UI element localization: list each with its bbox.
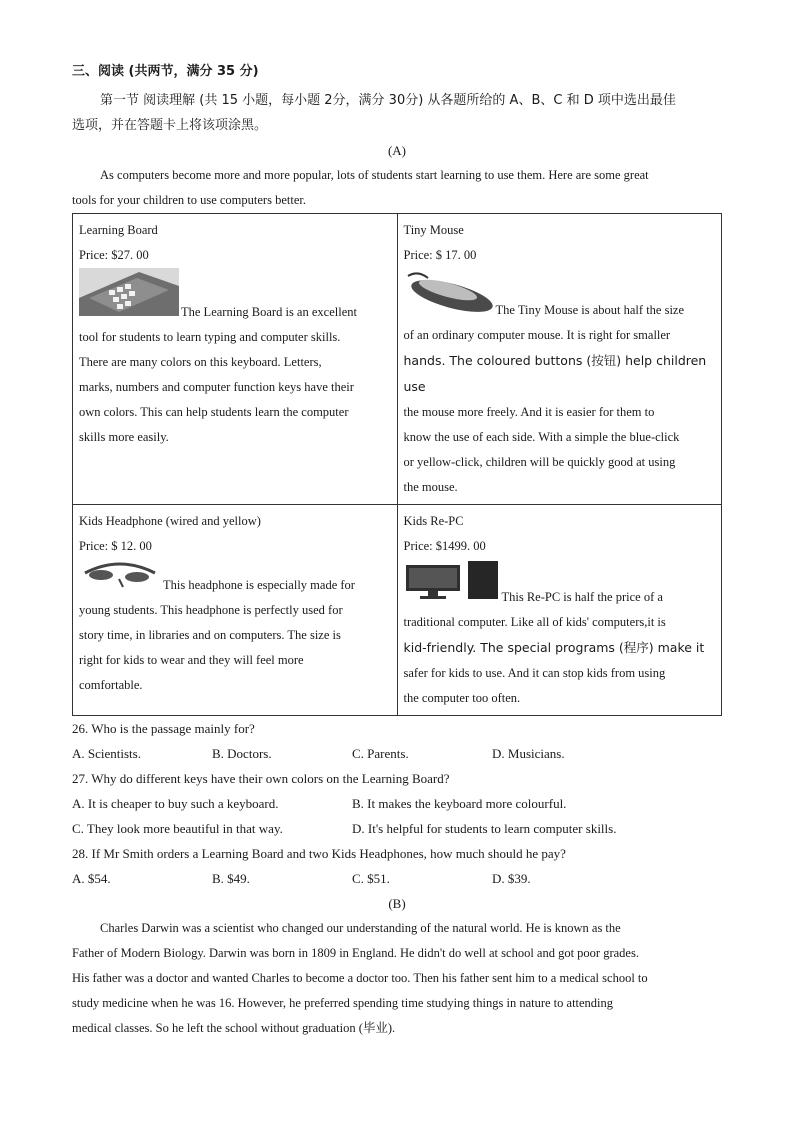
- question-stem: 27. Why do different keys have their own colors on the Learning Board?: [72, 771, 450, 786]
- product-name: Learning Board: [79, 223, 158, 237]
- option-b[interactable]: B. $49.: [212, 871, 250, 886]
- product-price: Price: $ 12. 00: [79, 539, 152, 553]
- product-cell-kids-re-pc: [397, 505, 722, 716]
- option-a[interactable]: A. It is cheaper to buy such a keyboard.: [72, 796, 279, 811]
- product-desc-line: the mouse.: [403, 480, 458, 494]
- option-c[interactable]: C. $51.: [352, 871, 390, 886]
- passage-b-line: medical classes. So he left the school without graduation (毕业).: [72, 1021, 396, 1035]
- option-d[interactable]: D. Musicians.: [492, 746, 565, 761]
- product-desc-line: the computer too often.: [403, 691, 521, 705]
- product-desc-line: kid-friendly. The special programs (程序) make it: [403, 640, 705, 655]
- product-desc-line: the mouse more freely. And it is easier for them to: [403, 405, 655, 419]
- option-a[interactable]: A. Scientists.: [72, 746, 141, 761]
- option-a[interactable]: A. $54.: [72, 871, 111, 886]
- product-cell-tiny-mouse: [397, 214, 722, 505]
- question-options: [72, 791, 722, 816]
- product-desc-line: traditional computer. Like all of kids' computers,it is: [403, 615, 666, 629]
- question-options: [72, 741, 722, 766]
- passage-b-line: His father was a doctor and wanted Charles to become a doctor too. Then his father sent him to a medical school to: [72, 971, 648, 985]
- instruction-line-2: 选项，并在答题卡上将该项涂黑。: [72, 118, 268, 133]
- question-options: [72, 816, 722, 841]
- passage-b-line: Charles Darwin was a scientist who changed our understanding of the natural world. He is known as the: [100, 921, 621, 935]
- product-desc-line: The Learning Board is an excellent: [181, 305, 357, 319]
- product-desc-line: This headphone is especially made for: [163, 578, 355, 592]
- headphone-icon: [79, 559, 161, 598]
- product-price: Price: $1499. 00: [403, 539, 486, 553]
- product-desc-line: tool for students to learn typing and computer skills.: [79, 330, 341, 344]
- product-desc-line: young students. This headphone is perfectly used for: [79, 603, 343, 617]
- product-price: Price: $27. 00: [79, 248, 149, 262]
- product-desc-line: There are many colors on this keyboard. Letters,: [79, 355, 322, 369]
- product-desc-line: of an ordinary computer mouse. It is right for smaller: [403, 328, 671, 342]
- product-desc-line: skills more easily.: [79, 430, 169, 444]
- passage-b-line: study medicine when he was 16. However, he preferred spending time studying things in nature to attending: [72, 996, 614, 1010]
- product-cell-learning-board: [73, 214, 398, 505]
- product-table: [72, 213, 722, 716]
- passage-b-line: Father of Modern Biology. Darwin was born in 1809 in England. He didn't do well at school and got poor grades.: [72, 946, 639, 960]
- product-desc-line: marks, numbers and computer function keys have their: [79, 380, 354, 394]
- pc-icon: [404, 559, 500, 610]
- product-desc-line: story time, in libraries and on computers. The size is: [79, 628, 341, 642]
- product-desc-line: know the use of each side. With a simple the blue-click: [403, 430, 680, 444]
- product-name: Kids Re-PC: [403, 514, 464, 528]
- product-desc-line: right for kids to wear and they will feel more: [79, 653, 304, 667]
- question-28: [72, 841, 722, 891]
- product-price: Price: $ 17. 00: [403, 248, 477, 262]
- product-desc-line: safer for kids to use. And it can stop kids from using: [403, 666, 666, 680]
- product-desc-line: hands. The coloured buttons (按钮) help children use: [403, 353, 707, 394]
- keyboard-icon: [79, 268, 179, 325]
- passage-b-label: (B): [388, 896, 406, 911]
- option-b[interactable]: B. Doctors.: [212, 746, 272, 761]
- option-c[interactable]: C. They look more beautiful in that way.: [72, 821, 283, 836]
- option-d[interactable]: D. It's helpful for students to learn computer skills.: [352, 821, 617, 836]
- exam-page: [72, 62, 722, 1041]
- passage-a-label: (A): [387, 143, 407, 158]
- question-stem: 28. If Mr Smith orders a Learning Board and two Kids Headphones, how much should he pay?: [72, 846, 566, 861]
- product-desc-line: or yellow-click, children will be quickly good at using: [403, 455, 676, 469]
- passage-a-intro-1: As computers become more and more popular, lots of students start learning to use them. Here are some great: [100, 168, 649, 182]
- product-desc-line: own colors. This can help students learn the computer: [79, 405, 349, 419]
- question-27: [72, 766, 722, 841]
- product-cell-kids-headphone: [73, 505, 398, 716]
- option-c[interactable]: C. Parents.: [352, 746, 409, 761]
- option-b[interactable]: B. It makes the keyboard more colourful.: [352, 796, 567, 811]
- question-stem: 26. Who is the passage mainly for?: [72, 721, 255, 736]
- section-title: 三、阅读 (共两节，满分 35 分): [72, 64, 259, 79]
- product-name: Tiny Mouse: [403, 223, 464, 237]
- option-d[interactable]: D. $39.: [492, 871, 531, 886]
- product-desc-line: This Re-PC is half the price of a: [501, 590, 663, 604]
- product-name: Kids Headphone (wired and yellow): [79, 514, 261, 528]
- mouse-icon: [404, 268, 494, 323]
- question-26: [72, 716, 722, 766]
- instruction-line-1: 第一节 阅读理解 (共 15 小题，每小题 2分，满分 30分) 从各题所给的 A、B、C 和 D 项中选出最佳: [100, 93, 676, 108]
- product-desc-line: comfortable.: [79, 678, 143, 692]
- question-options: [72, 866, 722, 891]
- passage-a-intro-2: tools for your children to use computers better.: [72, 193, 306, 207]
- product-desc-line: The Tiny Mouse is about half the size: [495, 303, 685, 317]
